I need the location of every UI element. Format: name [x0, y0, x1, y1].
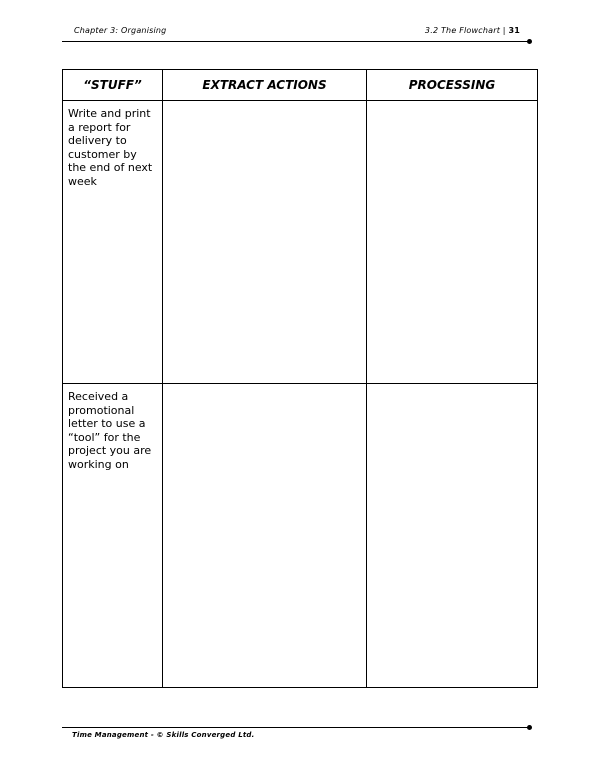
- processing-cell[interactable]: [367, 384, 538, 688]
- stuff-text: Write and print a report for delivery to customer by the end of next week: [68, 107, 153, 188]
- table-row: [63, 384, 538, 688]
- header-rule-end-dot: [527, 39, 532, 44]
- table-row: [63, 101, 538, 384]
- col-header-processing: PROCESSING: [367, 70, 538, 101]
- header-rule: [62, 41, 529, 42]
- processing-table: [62, 69, 538, 688]
- stuff-cell: [63, 384, 163, 688]
- extract-actions-cell[interactable]: [163, 384, 367, 688]
- footer-text: Time Management - © Skills Converged Ltd.: [72, 731, 255, 739]
- section-title: [425, 26, 520, 35]
- chapter-title: Chapter 3: Organising: [74, 26, 167, 35]
- stuff-cell: [63, 101, 163, 384]
- table-header-row: [63, 70, 538, 101]
- page-number: 31: [508, 26, 520, 35]
- extract-actions-cell[interactable]: [163, 101, 367, 384]
- col-header-extract-actions: EXTRACT ACTIONS: [163, 70, 367, 101]
- processing-cell[interactable]: [367, 101, 538, 384]
- stuff-text: Received a promotional letter to use a “tool” for the project you are working on: [68, 390, 152, 471]
- footer-rule-end-dot: [527, 725, 532, 730]
- page-header: [62, 24, 528, 38]
- section-name: 3.2 The Flowchart |: [424, 26, 506, 35]
- col-header-stuff: “STUFF”: [63, 70, 163, 101]
- footer-rule: [62, 727, 529, 728]
